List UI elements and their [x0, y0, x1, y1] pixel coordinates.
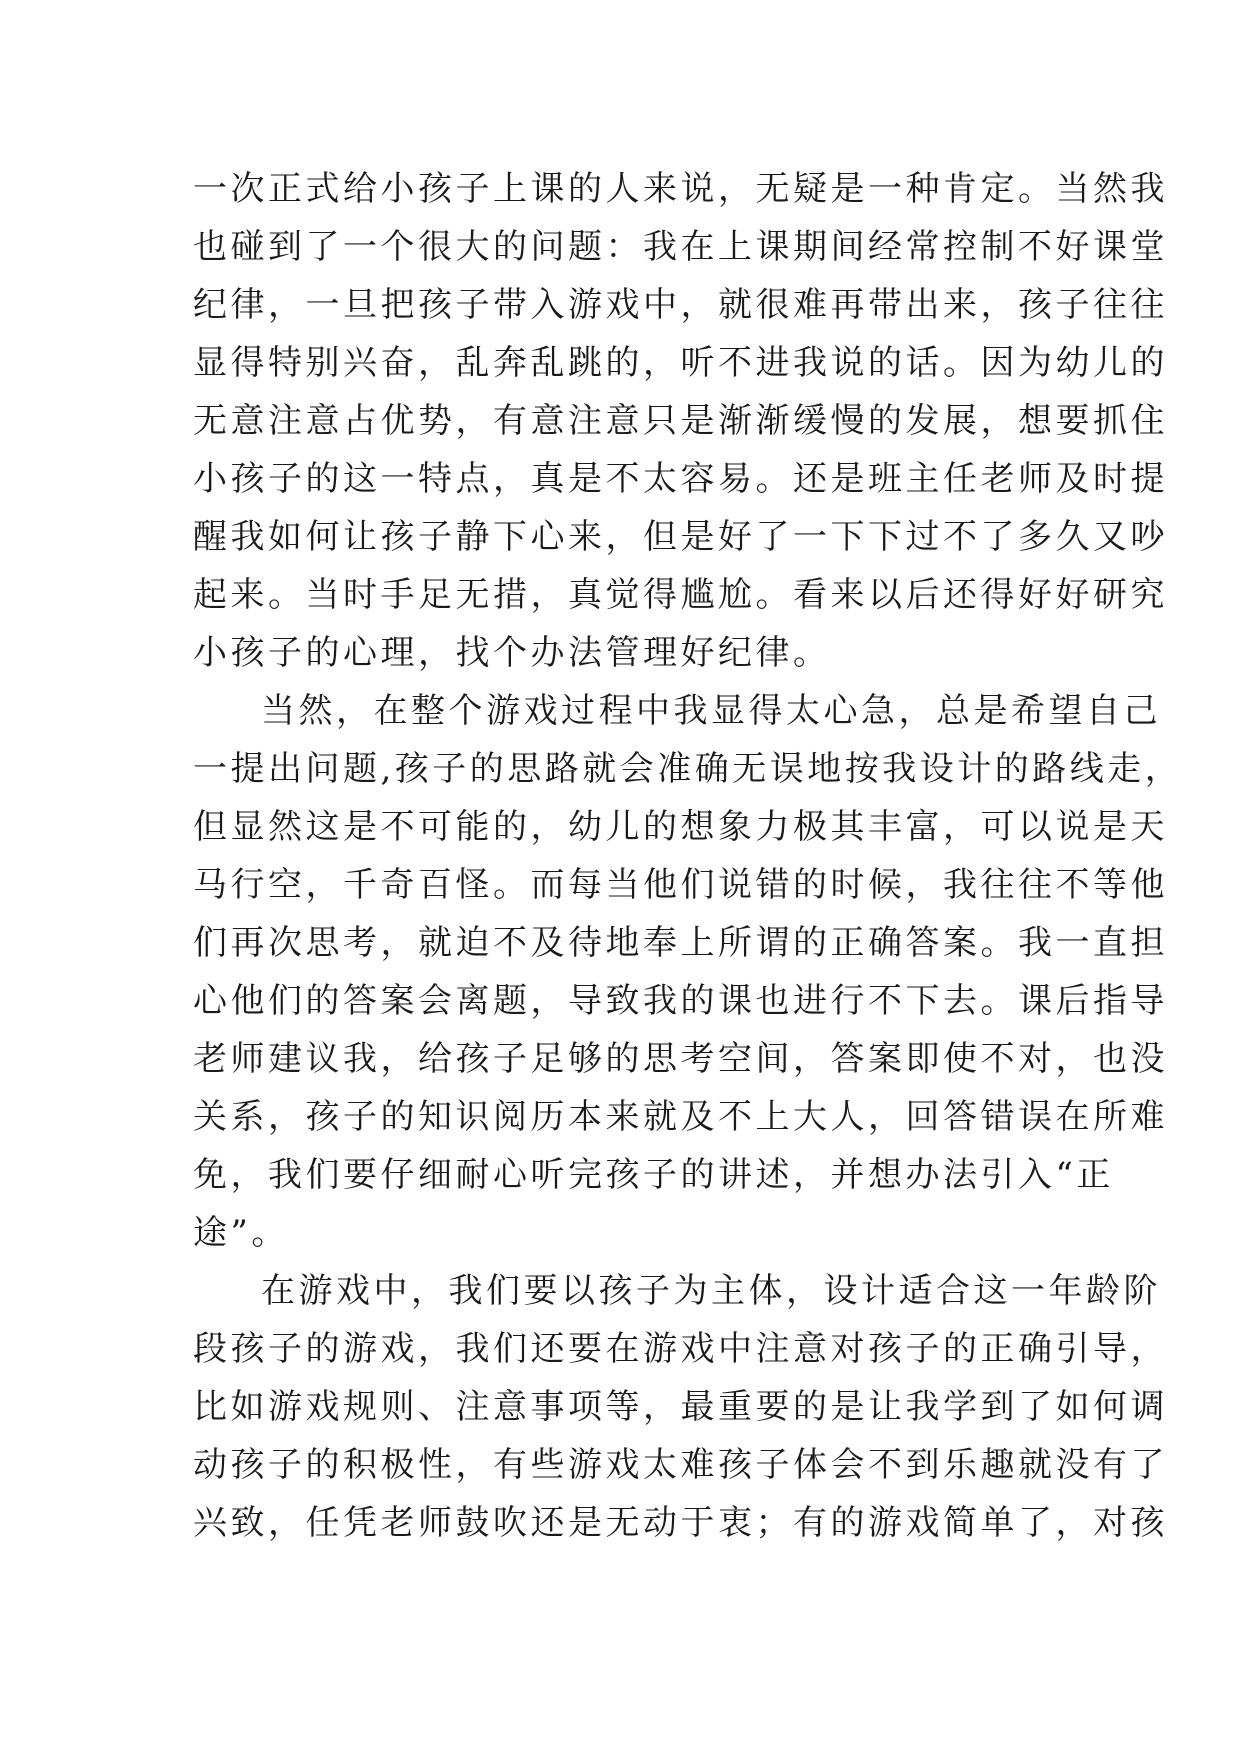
text-line: 也碰到了一个很大的问题：我在上课期间经常控制不好课堂 [193, 227, 1168, 267]
paragraph-start-line: 当然，在整个游戏过程中我显得太心急，总是希望自己 [261, 691, 1161, 731]
paragraph-start-line: 在游戏中，我们要以孩子为主体，设计适合这一年龄阶 [261, 1271, 1161, 1311]
text-line: 纪律，一旦把孩子带入游戏中，就很难再带出来，孩子往往 [193, 285, 1168, 325]
text-line: 起来。当时手足无措，真觉得尴尬。看来以后还得好好研究 [193, 575, 1168, 615]
text-line: 小孩子的这一特点，真是不太容易。还是班主任老师及时提 [193, 459, 1168, 499]
text-line: 们再次思考，就迫不及待地奉上所谓的正确答案。我一直担 [193, 923, 1168, 963]
text-line: 兴致，任凭老师鼓吹还是无动于衷；有的游戏简单了，对孩 [193, 1503, 1168, 1543]
text-line: 关系，孩子的知识阅历本来就及不上大人，回答错误在所难 [193, 1097, 1168, 1137]
text-line: 但显然这是不可能的，幼儿的想象力极其丰富，可以说是天 [193, 807, 1168, 847]
text-line: 一次正式给小孩子上课的人来说，无疑是一种肯定。当然我 [193, 169, 1168, 209]
body-text [193, 160, 1183, 1552]
text-line: 小孩子的心理，找个办法管理好纪律。 [193, 633, 831, 673]
text-line: 醒我如何让孩子静下心来，但是好了一下下过不了多久又吵 [193, 517, 1168, 557]
text-line: 心他们的答案会离题，导致我的课也进行不下去。课后指导 [193, 981, 1168, 1021]
text-line: 动孩子的积极性，有些游戏太难孩子体会不到乐趣就没有了 [193, 1445, 1168, 1485]
text-line: 比如游戏规则、注意事项等，最重要的是让我学到了如何调 [193, 1387, 1168, 1427]
text-line: 老师建议我，给孩子足够的思考空间，答案即使不对，也没 [193, 1039, 1168, 1079]
text-line: 马行空，千奇百怪。而每当他们说错的时候，我往往不等他 [193, 865, 1168, 905]
text-line: 显得特别兴奋，乱奔乱跳的，听不进我说的话。因为幼儿的 [193, 343, 1168, 383]
text-line: 免，我们要仔细耐心听完孩子的讲述，并想办法引入“正 [193, 1155, 1114, 1195]
text-line: 途”。 [193, 1213, 289, 1253]
text-line: 段孩子的游戏，我们还要在游戏中注意对孩子的正确引导， [193, 1329, 1168, 1369]
text-line: 无意注意占优势，有意注意只是渐渐缓慢的发展，想要抓住 [193, 401, 1168, 441]
text-line: 一提出问题,孩子的思路就会准确无误地按我设计的路线走， [193, 749, 1183, 789]
